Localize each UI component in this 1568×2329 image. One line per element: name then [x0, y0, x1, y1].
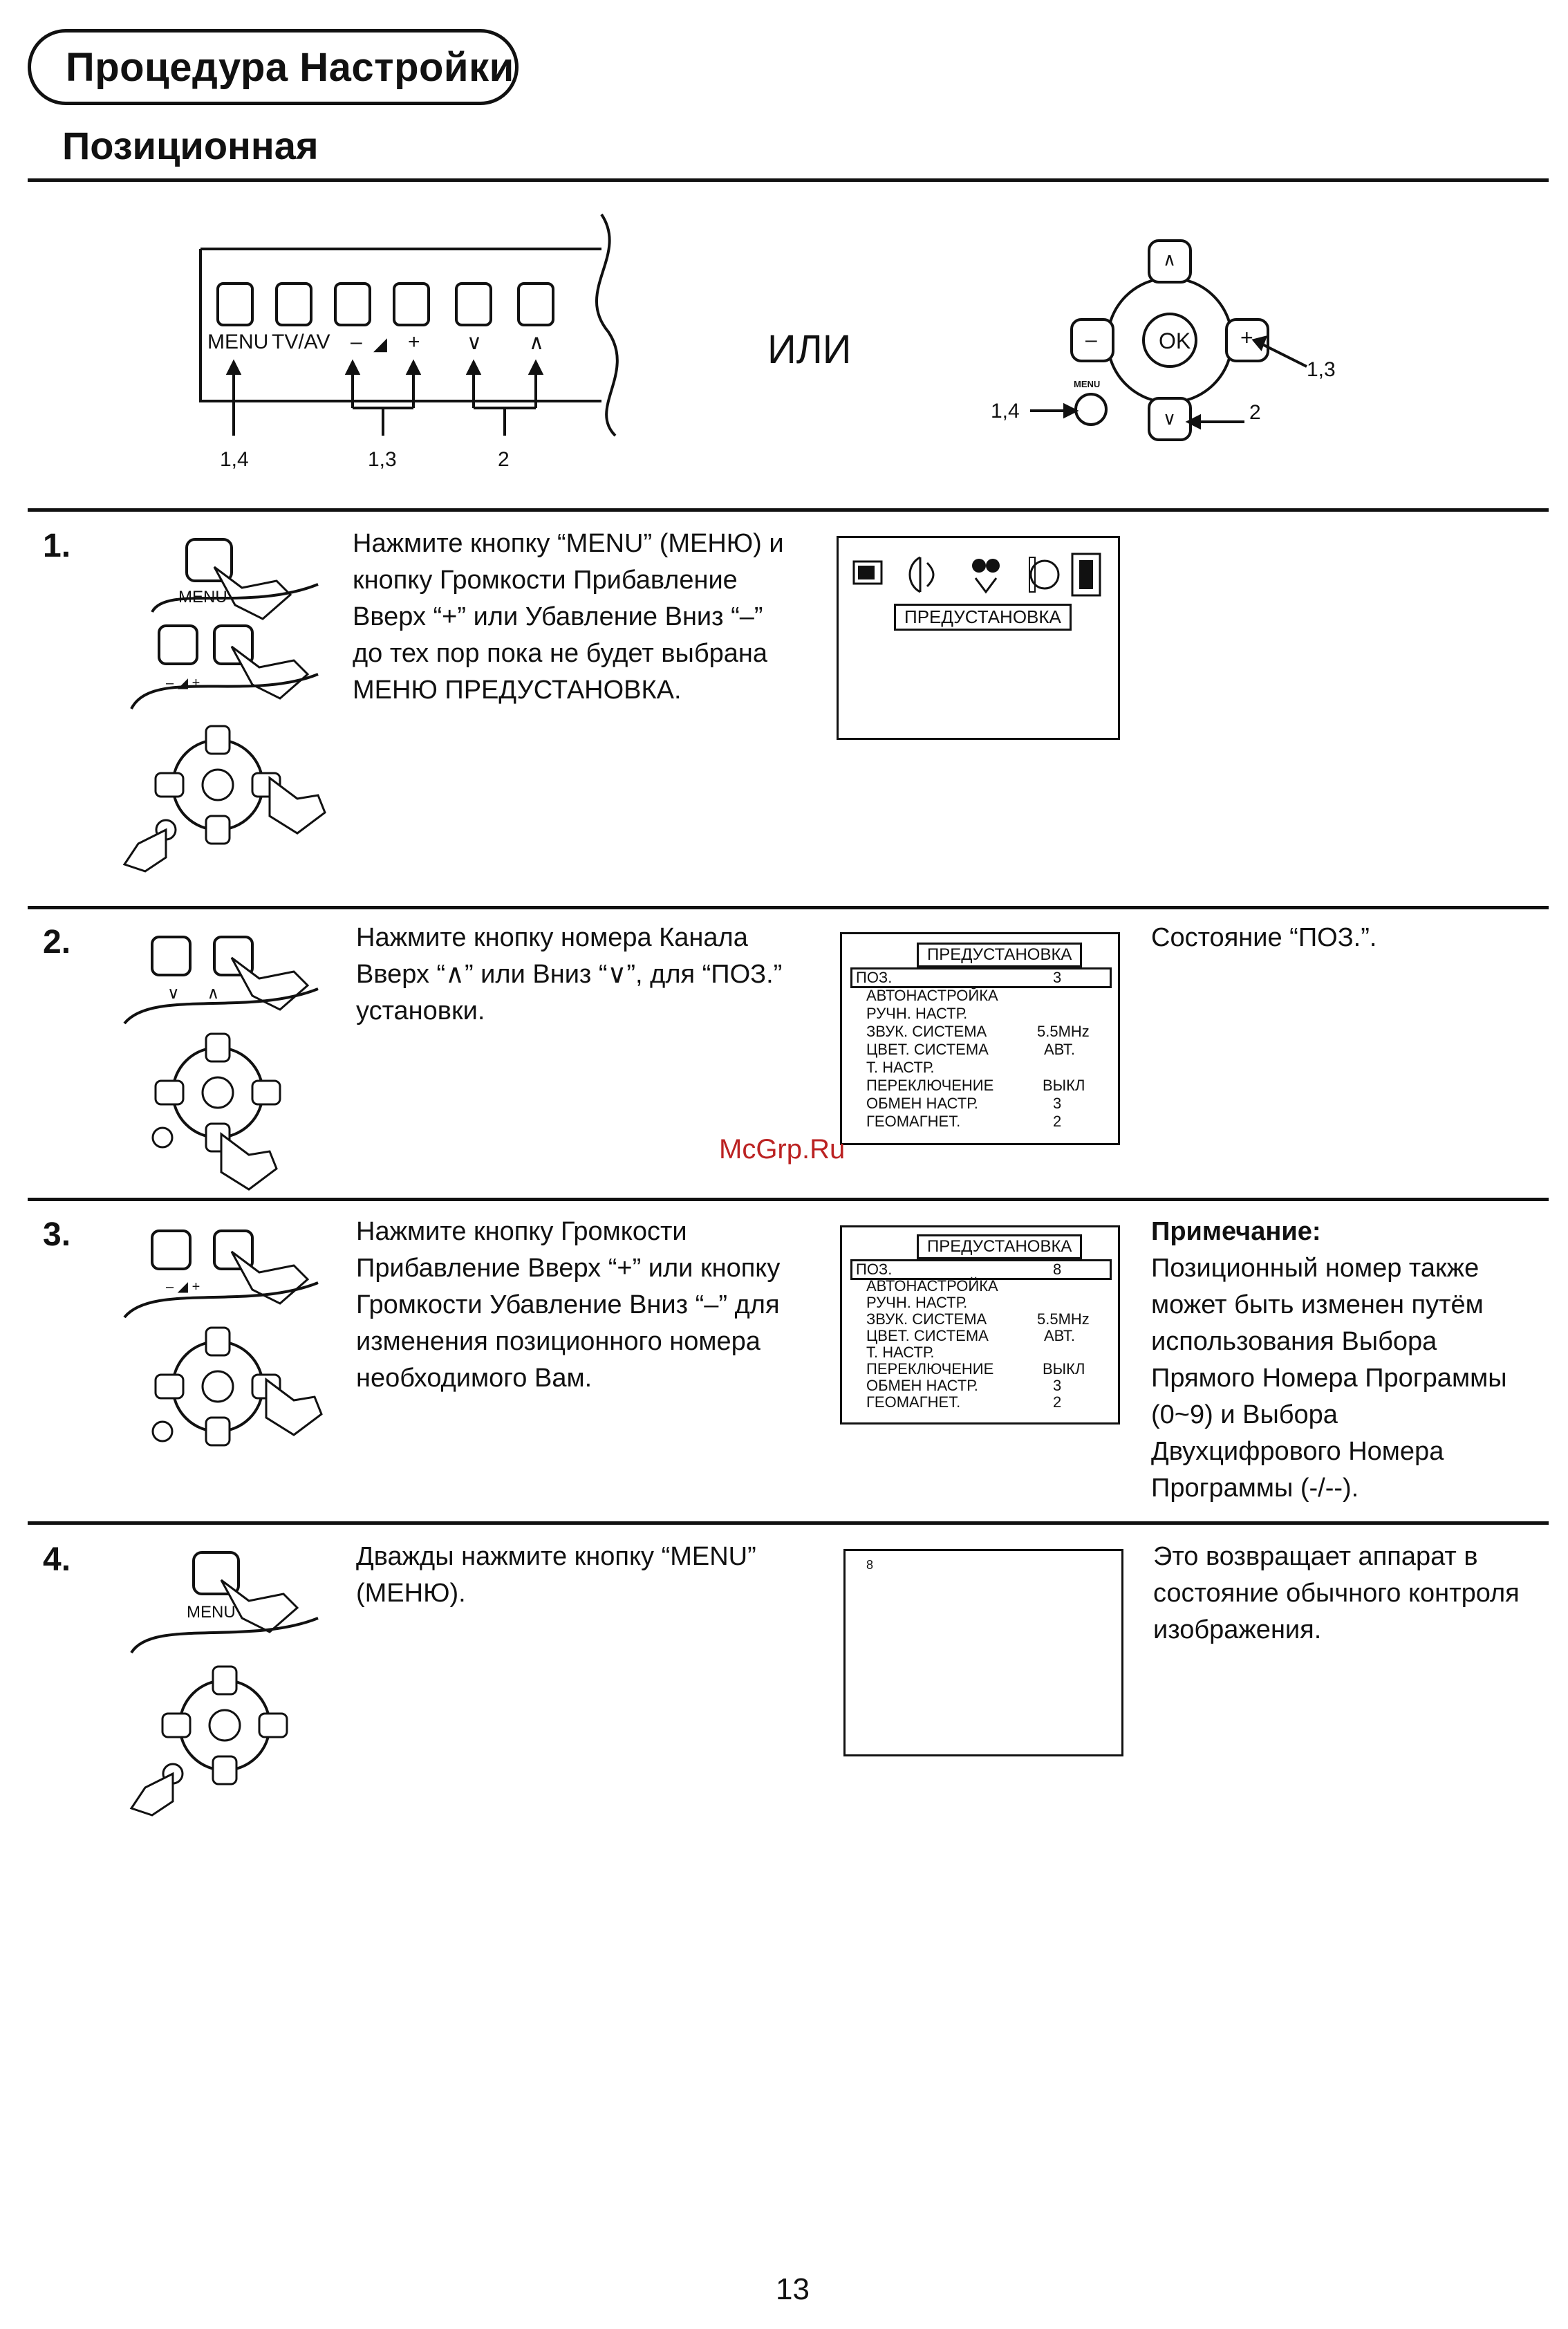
remote-up-label: ∧	[1163, 249, 1177, 270]
remote-menu-label: MENU	[1074, 379, 1101, 389]
osd-row-value: 3	[1053, 1095, 1062, 1112]
remote-ok-label: OK	[1159, 328, 1191, 353]
osd-row-value: ВЫКЛ	[1043, 1360, 1085, 1377]
osd-row-value: ВЫКЛ	[1043, 1077, 1085, 1094]
panel-label-ch-down: ∨	[467, 331, 482, 354]
osd-row-value: 2	[1053, 1393, 1062, 1411]
panel-label-plus: +	[408, 331, 420, 353]
step-4-text: Дважды нажмите кнопку “MENU” (МЕНЮ).	[356, 1542, 756, 1608]
menu-round-button	[1076, 394, 1106, 425]
osd-row-value: 8	[1053, 1261, 1062, 1278]
panel-vol-plus-button	[394, 284, 429, 325]
osd-row-name: ПОЗ.	[856, 1261, 893, 1278]
panel-label-tvav: TV/AV	[272, 331, 330, 353]
osd-row-value: АВТ.	[1044, 1327, 1075, 1344]
step-3-text: Нажмите кнопку Громкости Прибавление Вверх “+” или кнопку Громкости Убавление Вниз “–” для изменения позиционного номера необходимого Вам.	[356, 1217, 781, 1393]
panel-callout-2: 1,3	[368, 448, 397, 471]
osd-row-value: 5.5MHz	[1037, 1023, 1090, 1040]
step-2-screen	[840, 932, 1120, 1145]
step-3-vol-label: – ◢ +	[166, 1279, 200, 1295]
step-4-button-illustration	[111, 1542, 339, 1832]
remote-plus-label: +	[1240, 325, 1253, 350]
step-3-screen	[840, 1225, 1120, 1425]
osd-row-name: РУЧН. НАСТР.	[866, 1294, 968, 1311]
panel-label-minus: –	[351, 331, 362, 353]
step-1-menu-icons	[851, 550, 1107, 599]
osd-row-value: АВТ.	[1044, 1041, 1075, 1058]
step-4-menu-label: MENU	[187, 1603, 236, 1622]
panel-ch-down-button	[456, 284, 491, 325]
osd-row-name: ЗВУК. СИСТЕМА	[866, 1023, 987, 1040]
step-1-button-illustration	[111, 529, 339, 875]
osd-row-name: ПЕРЕКЛЮЧЕНИЕ	[866, 1360, 994, 1377]
section-subtitle: Позиционная	[62, 124, 319, 167]
step-4-screen	[843, 1549, 1123, 1756]
remote-callout-3: 2	[1249, 401, 1261, 424]
step-2-ch-label: ∨ ∧	[167, 984, 220, 1003]
osd-row-name: АВТОНАСТРОЙКА	[866, 1277, 998, 1295]
step-1-menu-label: MENU	[178, 588, 227, 606]
step-2-osd-title: ПРЕДУСТАНОВКА	[917, 943, 1082, 967]
step-4-note: Это возвращает аппарат в состояние обычного контроля изображения.	[1153, 1542, 1520, 1644]
page-title: Процедура Настройки	[66, 44, 514, 90]
step-3-number: 3.	[43, 1216, 71, 1253]
osd-row-value: 3	[1053, 1377, 1062, 1394]
step-3-button-illustration	[111, 1221, 339, 1497]
step-2-number: 2.	[43, 924, 71, 961]
step-2-rule	[28, 906, 1549, 909]
panel-ch-up-button	[519, 284, 553, 325]
osd-row-name: ГЕОМАГНЕТ.	[866, 1393, 961, 1411]
panel-tvav-button	[277, 284, 311, 325]
osd-row-value: 2	[1053, 1113, 1062, 1130]
panel-callout-3: 2	[498, 448, 510, 471]
osd-row-name: ГЕОМАГНЕТ.	[866, 1113, 961, 1130]
step-3-note: Примечание: Позиционный номер также может быть изменен путём использования Выбора Прямого Номера Программы (0~9) и Выбора Двухцифрового Номера Программы (-/--).	[1151, 1214, 1507, 1507]
osd-row-name: АВТОНАСТРОЙКА	[866, 987, 998, 1004]
note-title: Примечание:	[1151, 1217, 1321, 1246]
step-2-button-illustration	[111, 927, 339, 1203]
remote-down-label: ∨	[1163, 408, 1177, 429]
or-text: ИЛИ	[767, 327, 852, 372]
osd-row-name: ЦВЕТ. СИСТЕМА	[866, 1041, 989, 1058]
panel-label-menu: MENU	[207, 331, 269, 353]
watermark: McGrp.Ru	[719, 1134, 846, 1164]
step-1-number: 1.	[43, 528, 71, 564]
osd-row-name: РУЧН. НАСТР.	[866, 1005, 968, 1022]
step-3-rule	[28, 1198, 1549, 1201]
panel-menu-button	[218, 284, 252, 325]
osd-row-name: ОБМЕН НАСТР.	[866, 1377, 978, 1394]
osd-row-value: 5.5MHz	[1037, 1310, 1090, 1328]
osd-row-name: ЦВЕТ. СИСТЕМА	[866, 1327, 989, 1344]
header-rule	[28, 178, 1549, 182]
osd-row-name: ПОЗ.	[856, 969, 893, 986]
feature-icon	[972, 559, 986, 573]
step-4-rule	[28, 1521, 1549, 1525]
panel-vol-minus-button	[335, 284, 370, 325]
panel-callout-1: 1,4	[220, 448, 249, 471]
osd-row-name: Т. НАСТР.	[866, 1344, 935, 1361]
osd-row-name: ЗВУК. СИСТЕМА	[866, 1310, 987, 1328]
step-1-screen	[837, 536, 1120, 740]
step-1-preset-label: ПРЕДУСТАНОВКА	[894, 604, 1072, 631]
remote-callout-1: 1,4	[991, 400, 1020, 423]
panel-label-ch-up: ∧	[529, 331, 544, 354]
step-1-vol-label: – ◢ +	[166, 676, 200, 691]
page-number: 13	[776, 2272, 810, 2306]
channel-number: 8	[866, 1558, 874, 1572]
remote-minus-label: –	[1085, 328, 1097, 351]
osd-row-name: Т. НАСТР.	[866, 1059, 935, 1076]
title-pill	[28, 29, 519, 105]
sound-icon	[910, 557, 933, 592]
remote-callout-2: 1,3	[1307, 358, 1336, 381]
step-4-number: 4.	[43, 1541, 71, 1578]
step-1-text: Нажмите кнопку “MENU” (МЕНЮ) и кнопку Громкости Прибавление Вверх “+” или Убавление Вниз “–” до тех пор пока не будет выбрана МЕНЮ ПРЕДУСТАНОВКА.	[353, 529, 784, 705]
osd-row-name: ПЕРЕКЛЮЧЕНИЕ	[866, 1077, 994, 1094]
osd-row-name: ОБМЕН НАСТР.	[866, 1095, 978, 1112]
volume-icon: ◢	[373, 333, 387, 354]
step-3-osd-title: ПРЕДУСТАНОВКА	[917, 1234, 1082, 1259]
step-1-rule	[28, 508, 1549, 512]
step-2-text: Нажмите кнопку номера Канала Вверх “∧” или Вниз “∨”, для “ПОЗ.” установки.	[356, 923, 783, 1026]
step-2-note: Состояние “ПОЗ.”.	[1151, 923, 1377, 952]
osd-row-value: 3	[1053, 969, 1062, 986]
